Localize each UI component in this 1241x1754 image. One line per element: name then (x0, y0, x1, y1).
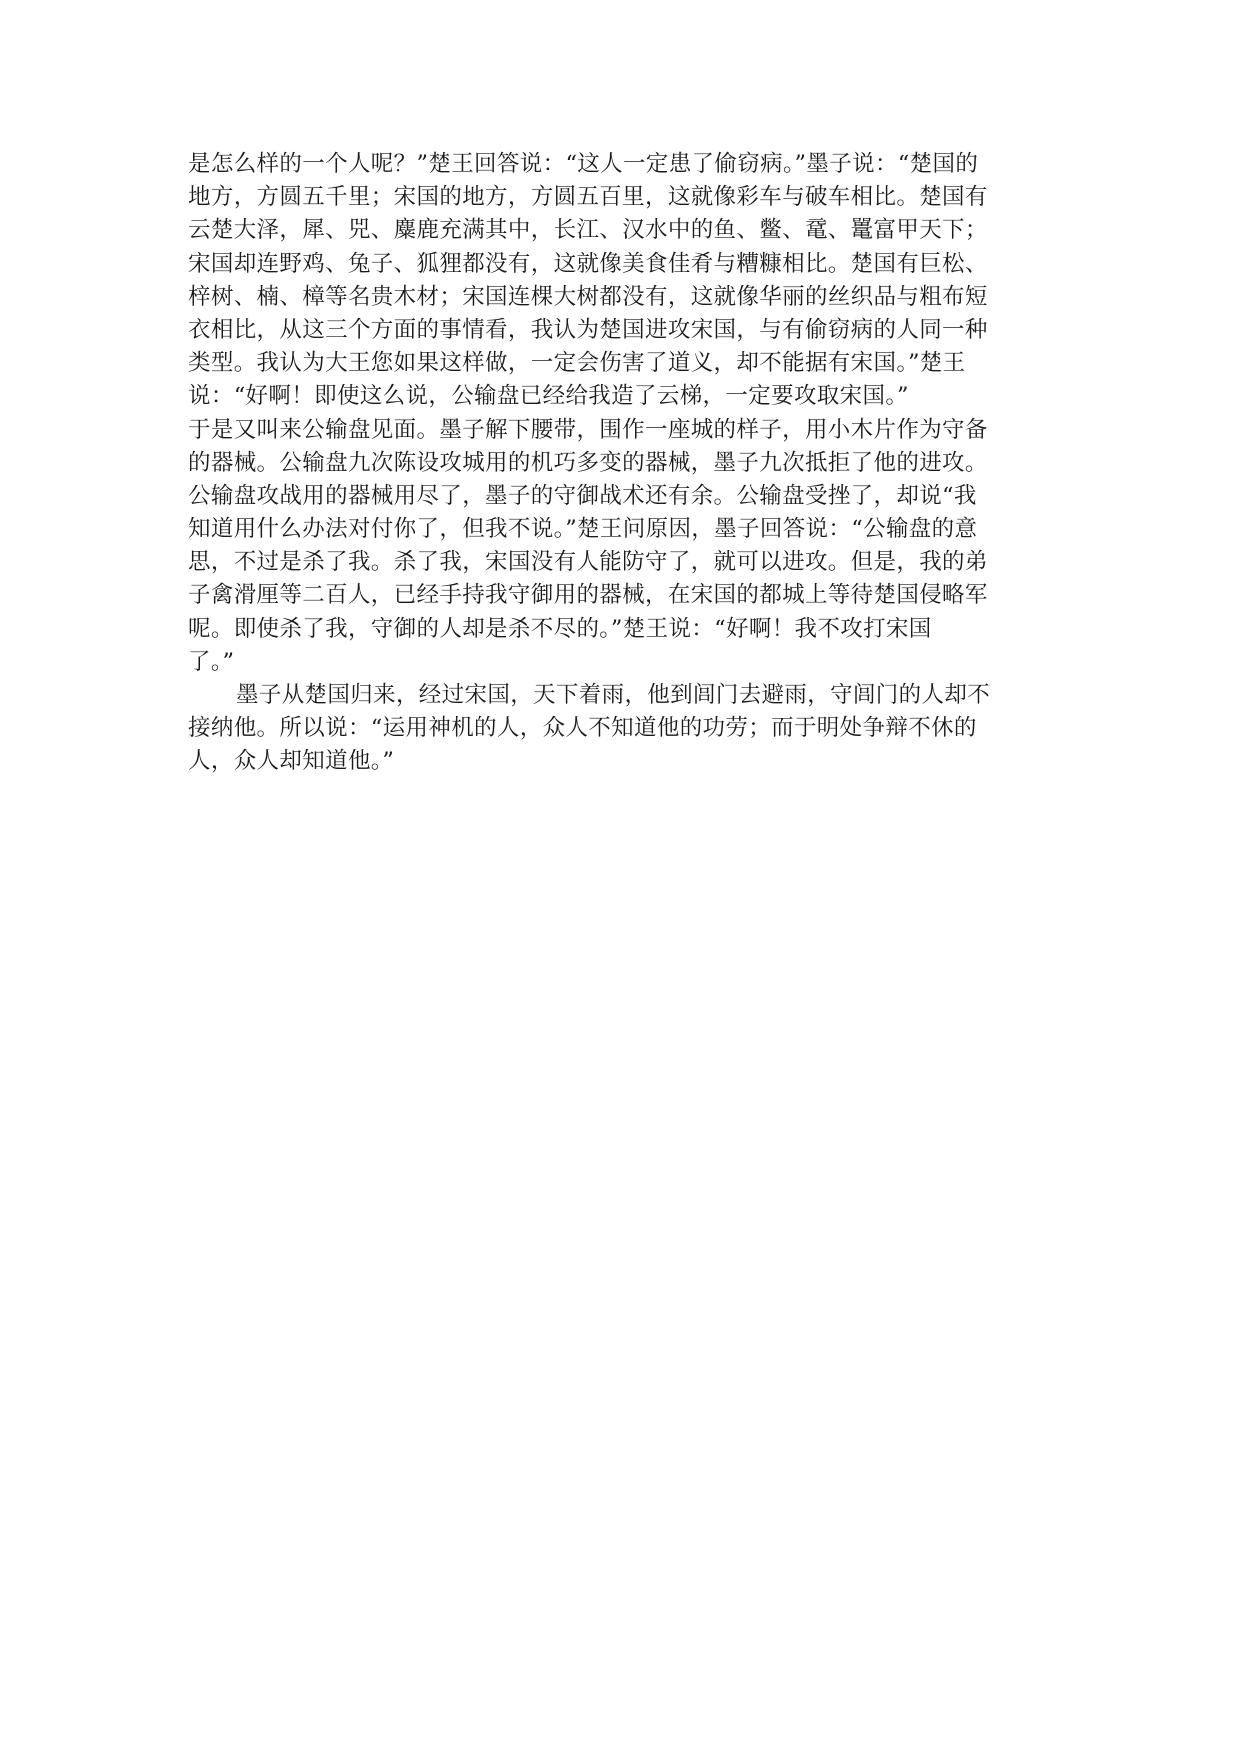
text-line: 子禽滑厘等二百人，已经手持我守御用的器械，在宋国的都城上等待楚国侵略军 (188, 582, 988, 609)
text-line: 类型。我认为大王您如果这样做，一定会伤害了道义，却不能据有宋国。”楚王 (188, 350, 966, 377)
text-line: 衣相比，从这三个方面的事情看，我认为楚国进攻宋国，与有偷窃病的人同一种 (188, 316, 988, 343)
document-body (188, 148, 1058, 779)
text-line: 地方，方圆五千里；宋国的地方，方圆五百里，这就像彩车与破车相比。楚国有 (188, 184, 988, 211)
text-line: 说：“好啊！即使这么说，公输盘已经给我造了云梯，一定要攻取宋国。” (188, 383, 909, 410)
text-line: 接纳他。所以说：“运用神机的人，众人不知道他的功劳；而于明处争辩不休的 (188, 715, 977, 742)
text-line: 呢。即使杀了我，守御的人却是杀不尽的。”楚王说：“好啊！我不攻打宋国 (188, 615, 932, 642)
text-line: 宋国却连野鸡、兔子、狐狸都没有，这就像美食佳肴与糟糠相比。楚国有巨松、 (188, 250, 988, 277)
text-line: 云楚大泽，犀、兕、麋鹿充满其中，长江、汉水中的鱼、鳖、鼋、鼍富甲天下； (188, 217, 988, 244)
text-line: 了。” (188, 648, 235, 675)
text-line: 梓树、楠、樟等名贵木材；宋国连棵大树都没有，这就像华丽的丝织品与粗布短 (188, 283, 988, 310)
text-line: 墨子从楚国归来，经过宋国，天下着雨，他到闾门去避雨，守闾门的人却不 (236, 682, 991, 708)
text-line: 人，众人却知道他。” (188, 748, 395, 775)
text-line: 于是又叫来公输盘见面。墨子解下腰带，围作一座城的样子，用小木片作为守备 (188, 416, 988, 443)
text-line: 是怎么样的一个人呢？”楚王回答说：“这人一定患了偷窃病。”墨子说：“楚国的 (188, 151, 979, 177)
text-line: 知道用什么办法对付你了，但我不说。”楚王问原因，墨子回答说：“公输盘的意 (188, 516, 978, 543)
text-line: 的器械。公输盘九次陈设攻城用的机巧多变的器械，墨子九次抵拒了他的进攻。 (188, 449, 988, 476)
text-line: 公输盘攻战用的器械用尽了，墨子的守御战术还有余。公输盘受挫了，却说“我 (188, 482, 977, 509)
text-line: 思，不过是杀了我。杀了我，宋国没有人能防守了，就可以进攻。但是，我的弟 (188, 549, 988, 576)
